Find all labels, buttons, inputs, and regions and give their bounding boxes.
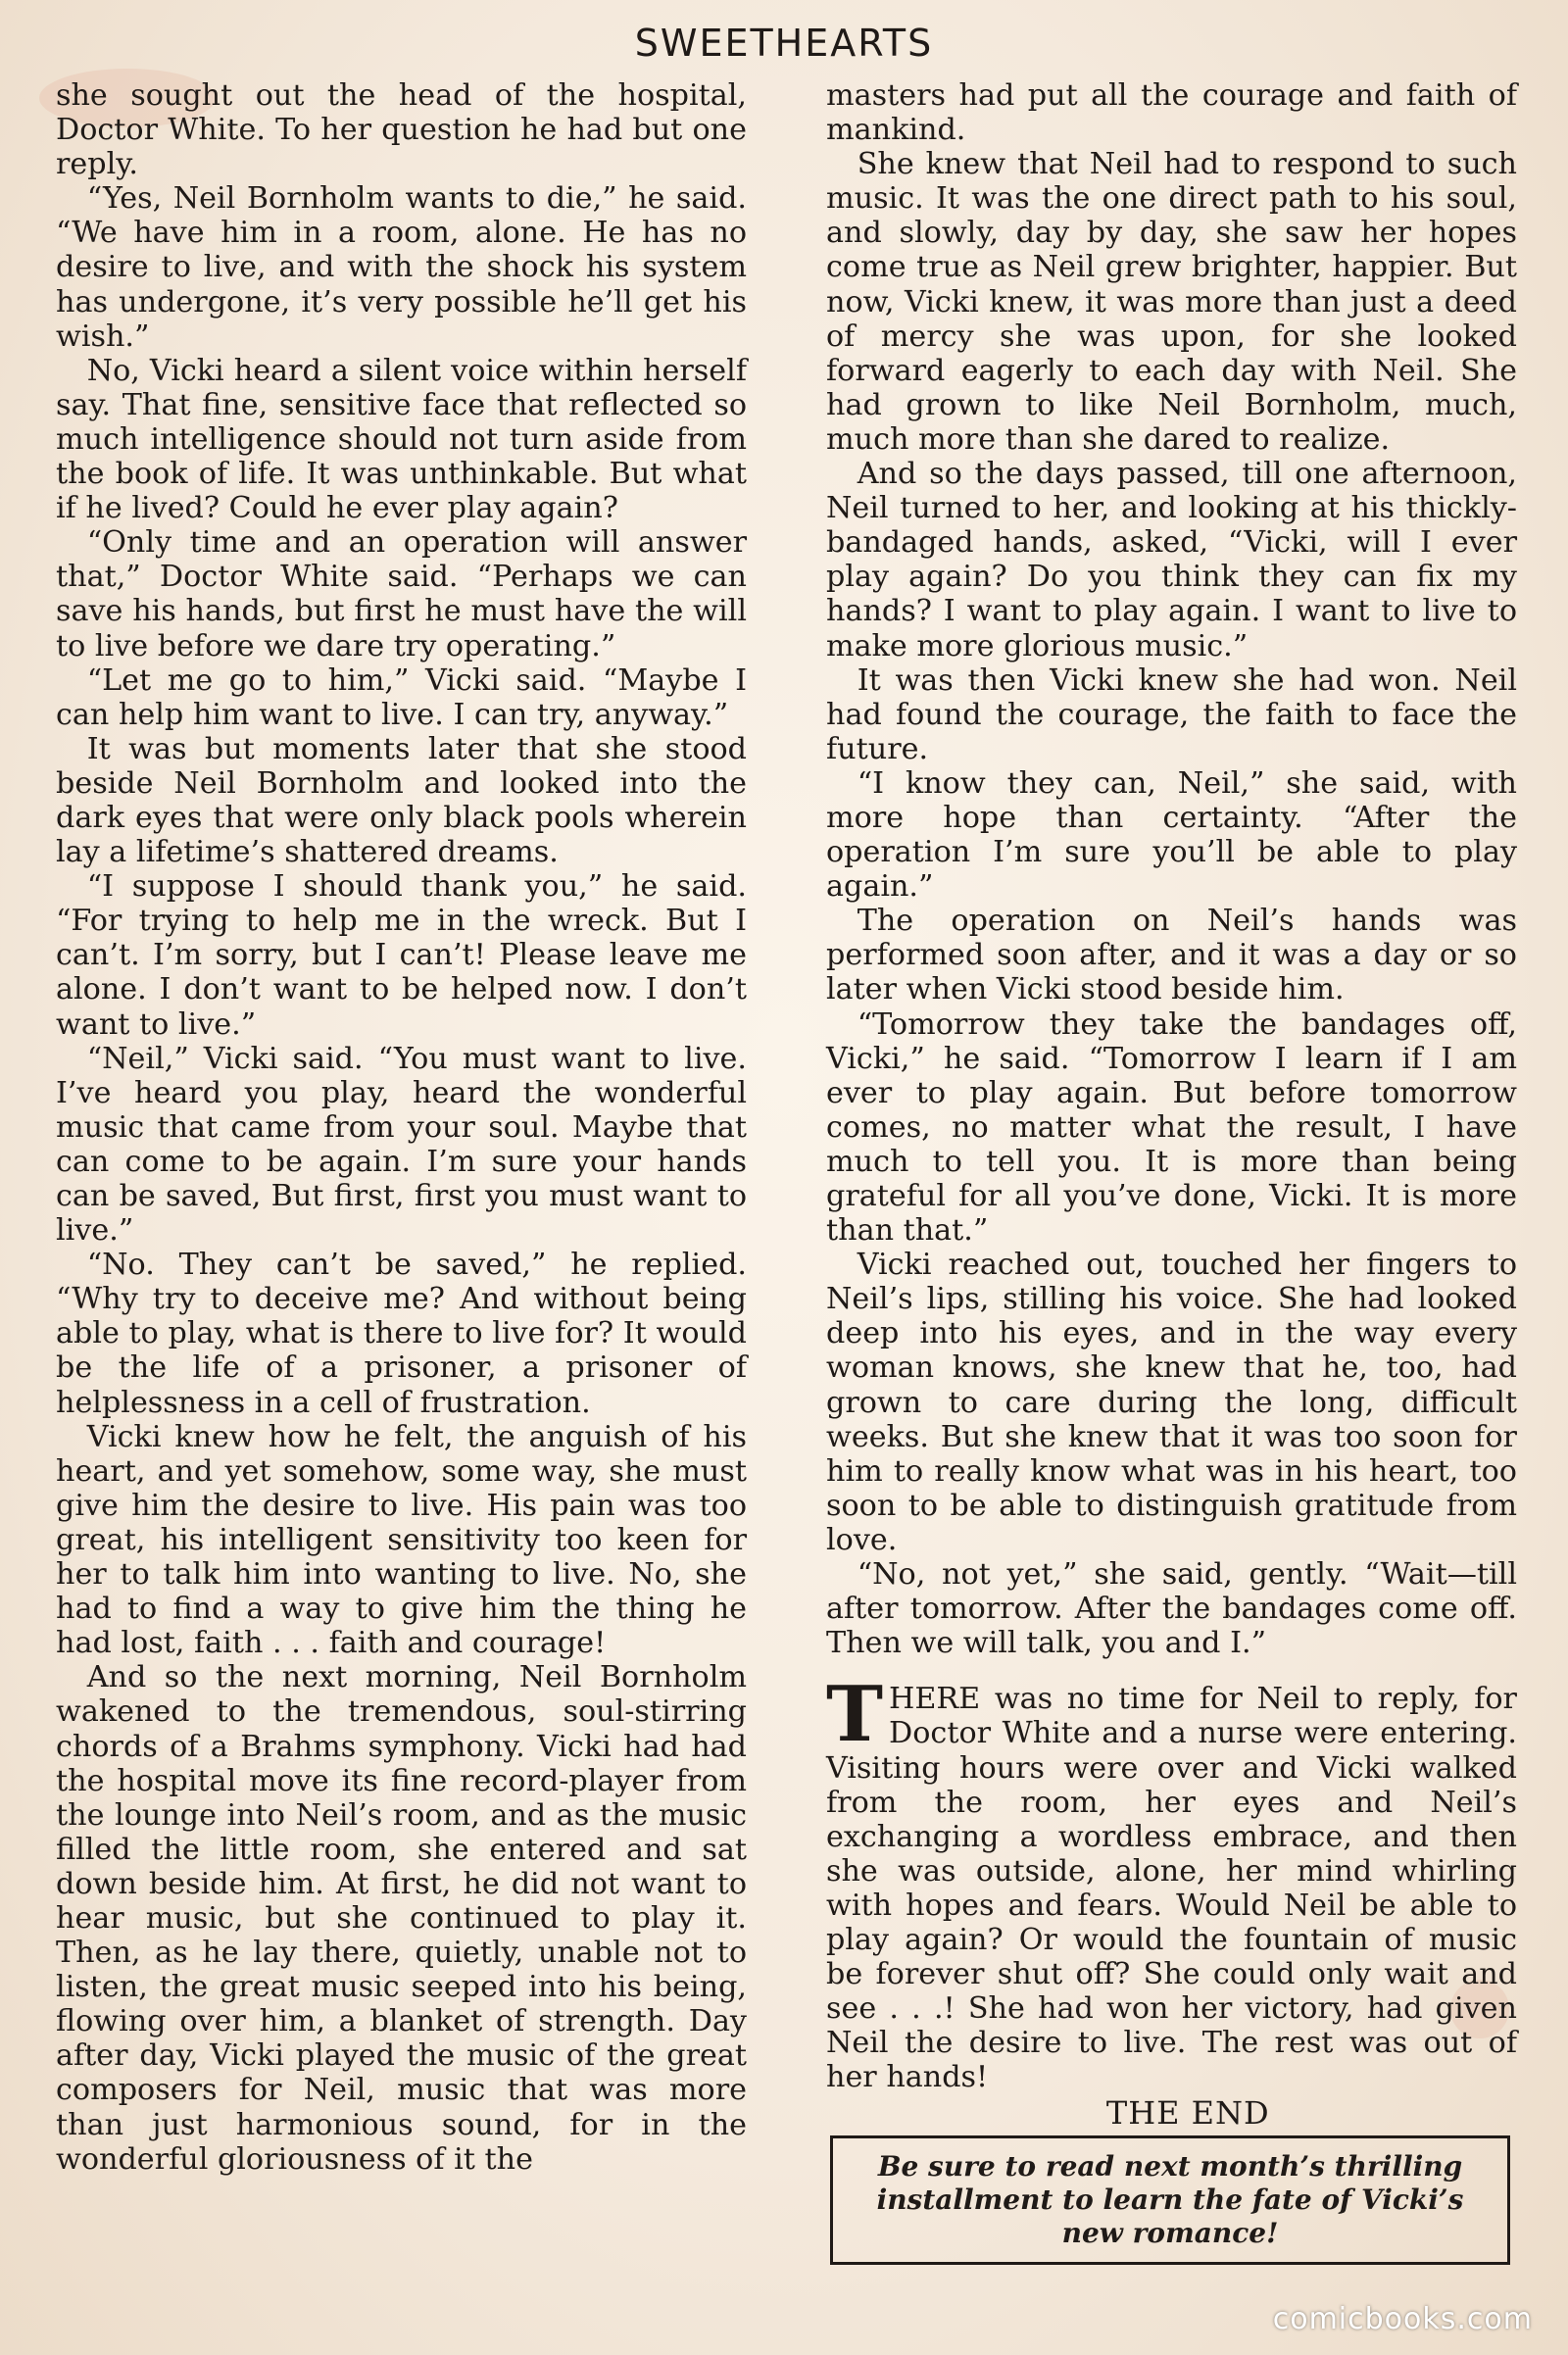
paragraph: No, Vicki heard a silent voice within herself say. That fine, sensitive face that reflected so much intelligence should not turn aside from the book of life. It was unthinkable. But what if he lived? Could he ever play again? [56,353,747,526]
paragraph: The operation on Neil’s hands was performed soon after, and it was a day or so later when Vicki stood beside him. [826,904,1517,1007]
promo-text: Be sure to read next month’s thrilling installment to learn the fate of Vicki’s new romance! [876,2150,1464,2249]
paragraph: “I know they can, Neil,” she said, with more hope than certainty. “After the operation I’m sure you’ll be able to play again.” [826,765,1517,905]
paragraph: It was but moments later that she stood beside Neil Bornholm and looked into the dark eyes that were only black pools wherein lay a lifetime’s shattered dreams. [56,731,747,870]
page-header: SWEETHEARTS [634,22,934,65]
paragraph: “No, not yet,” she said, gently. “Wait—till after tomorrow. After the bandages come off. Then we will talk, you and I.” [826,1557,1517,1661]
drop-cap: T [826,1670,884,1760]
paragraph: “I suppose I should thank you,” he said. “For trying to help me in the wreck. But I can’t. I’m sorry, but I can’t! Please leave me alone. I don’t want to be helped now. I don’t want to live.” [56,869,747,1042]
paragraph: “Yes, Neil Bornholm wants to die,” he said. “We have him in a room, alone. He has no desire to live, and with the shock his system has undergone, it’s very possible he’ll get his wish.” [56,181,747,354]
paragraph: “Let me go to him,” Vicki said. “Maybe I can help him want to live. I can try, anyway.” [56,662,747,732]
paragraph: And so the next morning, Neil Bornholm wakened to the tremendous, soul-stirring chords of a Brahms symphony. Vicki had had the hospital move its fine record-player from the lounge into Neil’s room, and as the music filled the little room, she entered and sat down beside him. At first, he did not want to hear music, but she continued to play it. Then, as he lay there, quietly, unable not to listen, the great music seeped into his being, flowing over him, a blanket of strength. Day after day, Vicki played the music of the great composers for Neil, music that was more than just harmonious sound, for in the wonderful gloriousness of it the [56,1660,747,2177]
right-column [826,78,1517,2132]
the-end-label: THE END [1105,2094,1270,2133]
paragraph: Vicki knew how he felt, the anguish of his heart, and yet somehow, some way, she must give him the desire to live. His pain was too great, his intelligent sensitivity too keen for her to talk him into wanting to live. No, she had to find a way to give him the thing he had lost, faith . . . faith and courage! [56,1419,747,1661]
paragraph: “Neil,” Vicki said. “You must want to live. I’ve heard you play, heard the wonderful music that came from your soul. Maybe that can come to be again. I’m sure your hands can be saved, But first, first you must want to live.” [56,1041,747,1249]
paragraph: she sought out the head of the hospital, Doctor White. To her question he had but one reply. [56,78,747,182]
paragraph: She knew that Neil had to respond to such music. It was the one direct path to his soul, and slowly, day by day, she saw her hopes come true as Neil grew brighter, happier. But now, Vicki knew, it was more than just a deed of mercy she was upon, for she looked forward eagerly to each day with Neil. She had grown to like Neil Bornholm, much, much more than she dared to realize. [826,147,1517,457]
next-issue-promo-box [830,2135,1510,2265]
paragraph: It was then Vicki knew she had won. Neil had found the courage, the faith to face the future. [826,662,1517,766]
site-watermark: comicbooks.com [1272,2302,1533,2336]
paragraph: Vicki reached out, touched her fingers to Neil’s lips, stilling his voice. She had looked deep into his eyes, and in the way every woman knows, she knew that he, too, had grown to care during the long, difficult weeks. But she knew that it was too soon for him to really know what was in his heart, too soon to be able to distinguish gratitude from love. [826,1248,1517,1557]
final-paragraph-text: HERE was no time for Neil to reply, for Doctor White and a nurse were entering. Visiting hours were over and Vicki walked from the room, her eyes and Neil’s exchanging a wordless embrace, and then she was outside, alone, her mind whirling with hopes and fears. Would Neil be able to play again? Or would the fountain of music be forever shut off? She could only wait and see . . .! She had won her victory, had given Neil the desire to live. The rest was out of her hands! [826,1682,1517,2095]
paragraph: masters had put all the courage and faith of mankind. [826,78,1517,148]
paragraph: “Only time and an operation will answer that,” Doctor White said. “Perhaps we can save his hands, but first he must have the will to live before we dare try operating.” [56,525,747,663]
paragraph: “Tomorrow they take the bandages off, Vicki,” he said. “Tomorrow I learn if I am ever to play again. But before tomorrow comes, no matter what the result, I have much to tell you. It is more than being grateful for all you’ve done, Vicki. It is more than that.” [826,1006,1517,1249]
left-column [56,78,747,2177]
paragraph: “No. They can’t be saved,” he replied. “Why try to deceive me? And without being able to play, what is there to live for? It would be the life of a prisoner, a prisoner of helplessness in a cell of frustration. [56,1248,747,1420]
paragraph: And so the days passed, till one afternoon, Neil turned to her, and looking at his thickly-bandaged hands, asked, “Vicki, will I ever play again? Do you think they can fix my hands? I want to play again. I want to live to make more glorious music.” [826,457,1517,663]
final-paragraph [826,1670,1517,2095]
